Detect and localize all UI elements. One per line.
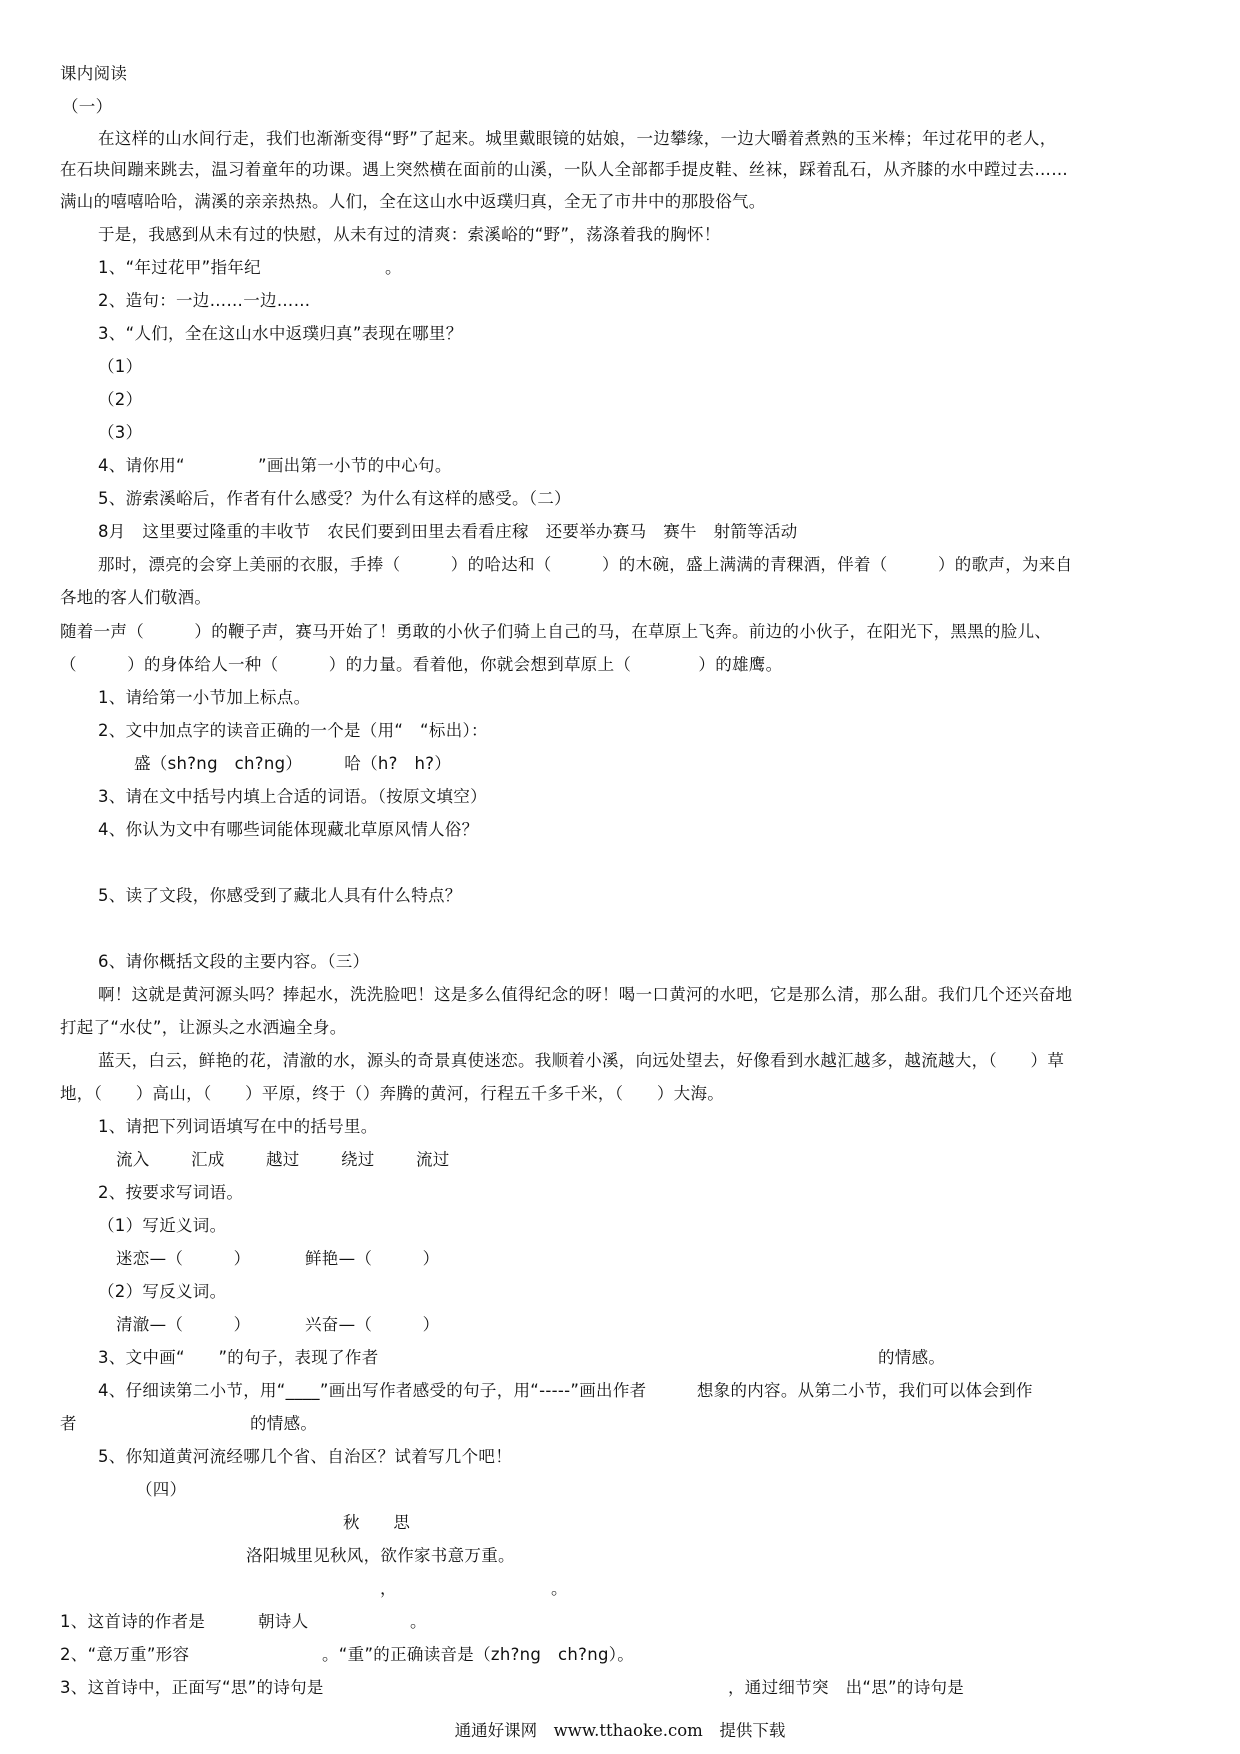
sec3-word-1: 流入	[116, 1150, 150, 1169]
sec4-question-1a: 1、这首诗的作者是	[60, 1612, 206, 1631]
sec4-question-3a: 3、这首诗中，正面写“思”的诗句是	[60, 1678, 324, 1697]
sec3-antonym-1: 清澈—（ ）	[116, 1315, 251, 1334]
sec2-para2-line1: 那时，漂亮的会穿上美丽的衣服，手捧（ ）的哈达和（ ）的木碗，盛上满满的青稞酒，伴着（ ）的歌声，为来自	[98, 555, 1073, 574]
sec3-question-4-line2a: 者	[60, 1414, 77, 1433]
sec3-para1-line2: 打起了“水仗”，让源头之水洒遍全身。	[60, 1018, 347, 1037]
sec3-word-2: 汇成	[191, 1150, 225, 1169]
sec2-question-1: 1、请给第一小节加上标点。	[98, 688, 311, 707]
sec3-question-4-line2b: 的情感。	[250, 1414, 318, 1433]
sec4-question-2b: 。“重”的正确读音是（zh?ng ch?ng）。	[322, 1645, 635, 1664]
sec2-para1: 8月 这里要过隆重的丰收节 农民们要到田里去看看庄稼 还要举办赛马 赛牛 射箭等活动	[98, 522, 798, 541]
sec1-para1-line1: 在这样的山水间行走，我们也渐渐变得“野”了起来。城里戴眼镜的姑娘，一边攀缘，一边大嚼着煮熟的玉米棒；年过花甲的老人，	[98, 129, 1057, 148]
sec3-para1-line1: 啊！这就是黄河源头吗？捧起水，洗洗脸吧！这是多么值得纪念的呀！喝一口黄河的水吧，它是那么清，那么甜。我们几个还兴奋地	[98, 985, 1073, 1004]
poem-line-1: 洛阳城里见秋风，欲作家书意万重。	[246, 1546, 515, 1565]
sec1-question-2: 2、造句：一边……一边……	[98, 291, 311, 310]
sec2-question-4: 4、你认为文中有哪些词能体现藏北草原风情人俗？	[98, 820, 479, 839]
sec1-question-1-end: 。	[385, 258, 402, 277]
sec3-question-3b: 的情感。	[878, 1348, 946, 1367]
sec1-q3-item-3: （3）	[98, 423, 143, 442]
sec1-para2: 于是，我感到从未有过的快慰，从未有过的清爽：索溪峪的“野”，荡涤着我的胸怀！	[98, 225, 721, 244]
footer-download-note: 通通好课网 www.tthaoke.com 提供下载	[454, 1721, 786, 1740]
sec3-question-4-line1: 4、仔细读第二小节，用“____”画出写作者感受的句子，用“-----”画出作者 想象的内容。从第二小节，我们可以体会到作	[98, 1381, 1033, 1400]
sec4-question-1c: 。	[410, 1612, 427, 1631]
poem-blank-period: 。	[551, 1579, 568, 1598]
sec1-question-3: 3、“人们，全在这山水中返璞归真”表现在哪里？	[98, 324, 463, 343]
sec1-question-4b: ”画出第一小节的中心句。	[258, 456, 452, 475]
sec2-para3-line1: 随着一声（ ）的鞭子声，赛马开始了！勇敢的小伙子们骑上自己的马，在草原上飞奔。前边的小伙子，在阳光下，黑黑的脸儿、	[60, 622, 1052, 641]
sec2-para2-line2: 各地的客人们敬酒。	[60, 588, 212, 607]
heading: 课内阅读	[60, 64, 128, 83]
sec2-question-2: 2、文中加点字的读音正确的一个是（用“ “标出）：	[98, 721, 488, 740]
section-1-label: （一）	[62, 97, 113, 116]
sec3-question-2: 2、按要求写词语。	[98, 1183, 244, 1202]
sec1-q3-item-2: （2）	[98, 390, 143, 409]
sec1-para1-line3: 满山的嘻嘻哈哈，满溪的亲亲热热。人们，全在这山水中返璞归真，全无了市井中的那股俗气。	[60, 192, 766, 211]
sec3-question-3a: 3、文中画“ ”的句子，表现了作者	[98, 1348, 379, 1367]
sec3-word-3: 越过	[266, 1150, 300, 1169]
sec2-question-6: 6、请你概括文段的主要内容。（三）	[98, 952, 370, 971]
sec3-para2-line2: 地，（ ）高山，（ ）平原，终于（）奔腾的黄河，行程五千多千米，（ ）大海。	[60, 1084, 725, 1103]
poem-title: 秋 思	[343, 1513, 411, 1532]
sec2-question-3: 3、请在文中括号内填上合适的词语。（按原文填空）	[98, 787, 487, 806]
sec4-question-1b: 朝诗人	[258, 1612, 309, 1631]
sec3-synonym-2: 鲜艳—（ ）	[305, 1249, 440, 1268]
sec4-question-2a: 2、“意万重”形容	[60, 1645, 190, 1664]
sec3-question-1: 1、请把下列词语填写在中的括号里。	[98, 1117, 378, 1136]
sec1-para1-line2: 在石块间蹦来跳去，温习着童年的功课。遇上突然横在面前的山溪，一队人全部都手提皮鞋、丝袜，踩着乱石，从齐膝的水中蹚过去……	[60, 160, 1068, 179]
sec3-question-5: 5、你知道黄河流经哪几个省、自治区？试着写几个吧！	[98, 1447, 512, 1466]
sec3-word-4: 绕过	[341, 1150, 375, 1169]
sec3-q2-antonym-label: （2）写反义词。	[98, 1282, 227, 1301]
sec2-para3-line2: （ ）的身体给人一种（ ）的力量。看着他，你就会想到草原上（ ）的雄鹰。	[60, 655, 783, 674]
sec1-question-5: 5、游索溪峪后，作者有什么感受？为什么有这样的感受。（二）	[98, 489, 571, 508]
sec3-word-5: 流过	[416, 1150, 450, 1169]
sec1-question-4a: 4、请你用“	[98, 456, 185, 475]
sec3-antonym-2: 兴奋—（ ）	[305, 1315, 440, 1334]
sec1-question-1: 1、“年过花甲”指年纪	[98, 258, 261, 277]
sec3-q2-synonym-label: （1）写近义词。	[98, 1216, 227, 1235]
sec1-q3-item-1: （1）	[98, 357, 143, 376]
section-4-label: （四）	[136, 1480, 187, 1499]
sec2-question-5: 5、读了文段，你感受到了藏北人具有什么特点？	[98, 886, 462, 905]
sec3-para2-line1: 蓝天，白云，鲜艳的花，清澈的水，源头的奇景真使迷恋。我顺着小溪，向远处望去，好像看到水越汇越多，越流越大，（ ）草	[98, 1051, 1065, 1070]
sec3-synonym-1: 迷恋—（ ）	[116, 1249, 251, 1268]
poem-blank-comma: ，	[380, 1579, 397, 1598]
sec2-question-2-options: 盛（sh?ng ch?ng） 哈（h? h?）	[134, 754, 452, 773]
sec4-question-3b: ，通过细节突 出“思”的诗句是	[728, 1678, 965, 1697]
